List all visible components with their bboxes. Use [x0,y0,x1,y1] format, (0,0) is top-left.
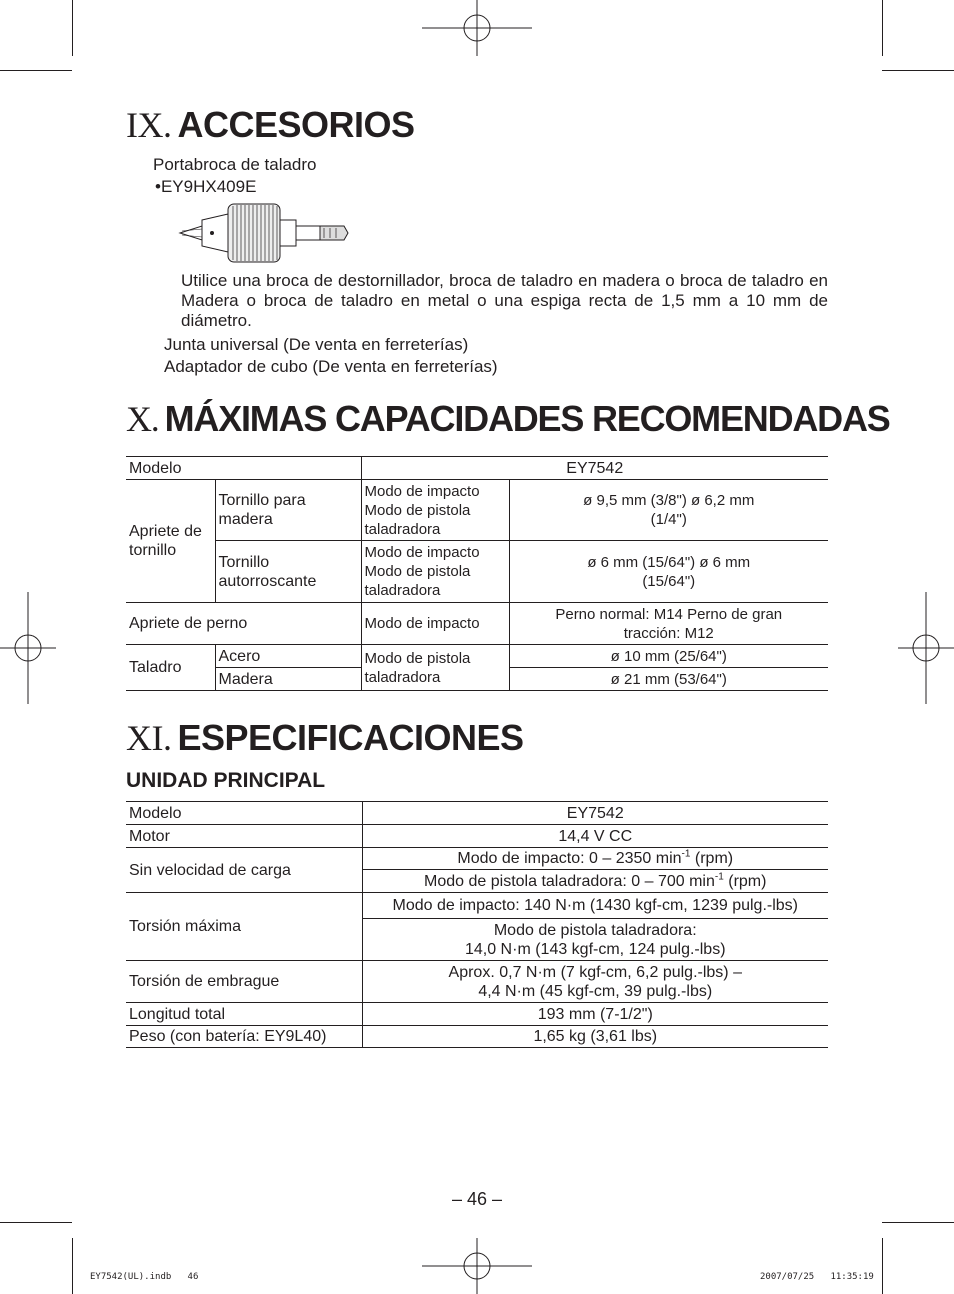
drill-chuck-illustration [178,200,350,266]
spec-value [362,848,828,870]
table-row [126,541,828,603]
acero-label: Acero [215,645,361,668]
spec-label: Sin velocidad de carga [126,848,362,893]
spec-label: Torsión de embrague [126,961,362,1003]
speed-impact-text: Modo de impacto: 0 – 2350 min [457,850,682,867]
torque-drill-line2: 14,0 N·m (143 kgf-cm, 124 pulg.-lbs) [464,940,726,958]
table-row [126,825,828,848]
superscript: -1 [714,871,724,883]
section-heading-especificaciones [126,718,524,758]
item-label: Portabroca de taladro [153,155,317,174]
values-cell: ø 9,5 mm (3/8") ø 6,2 mm (1/4") [509,480,828,541]
spec-value [362,961,828,1003]
footer-timestamp: 2007/07/25 11:35:19 [760,1272,874,1282]
item-code: •EY9HX409E [155,177,257,196]
madera-label: Madera [215,668,361,691]
section-title: ESPECIFICACIONES [177,717,524,758]
tornillo-auto-label: Tornillo autorroscante [215,541,361,603]
registration-mark-bottom [422,1238,532,1294]
modelo-value: EY7542 [361,457,828,480]
section-heading-capacidades [126,399,890,439]
modelo-label: Modelo [126,457,361,480]
registration-mark-right [898,592,954,704]
crop-mark [0,70,72,71]
spec-label: Motor [126,825,362,848]
superscript: -1 [681,848,691,860]
subsection-title: UNIDAD PRINCIPAL [126,769,326,792]
section-title: ACCESORIOS [177,104,415,145]
spec-label: Modelo [126,802,362,825]
spec-label: Torsión máxima [126,893,362,961]
table-row [126,1003,828,1026]
footer-file: EY7542(UL).indb 46 [90,1272,199,1282]
table-row [126,1026,828,1048]
crop-mark [72,1238,73,1294]
accessory-description: Utilice una broca de destornillador, broca de taladro en madera o broca de taladro en Madera o broca de taladro en metal o una espiga recta de 1,5 mm a 10 mm de diámetro. [181,271,828,330]
table-row [126,961,828,1003]
spec-value [362,870,828,893]
rpm-text: (rpm) [723,872,767,890]
capacities-table [126,456,828,691]
table-row [126,802,828,825]
crop-mark [882,1222,954,1223]
spec-value [362,919,828,961]
acero-value: ø 10 mm (25/64") [509,645,828,668]
table-row [126,603,828,645]
spec-label: Longitud total [126,1003,362,1026]
clutch-line1: Aprox. 0,7 N·m (7 kgf-cm, 6,2 pulg.-lbs) – [448,963,742,981]
roman-numeral: X. [126,399,159,439]
accessory-universal-joint: Junta universal (De venta en ferreterías) [164,335,469,354]
table-row [126,480,828,541]
modes-cell: Modo de impacto Modo de pistola taladradora [361,480,509,541]
apriete-perno-label: Apriete de perno [126,603,361,645]
roman-numeral: XI. [126,718,172,758]
modes-cell: Modo de impacto Modo de pistola taladradora [361,541,509,603]
spec-value: 193 mm (7-1/2") [362,1003,828,1026]
registration-mark-left [0,592,56,704]
page-number: – 46 – [451,1189,503,1209]
table-row [126,893,828,919]
clutch-line2: 4,4 N·m (45 kgf-cm, 39 pulg.-lbs) [478,982,713,1000]
madera-value: ø 21 mm (53/64") [509,668,828,691]
spec-value: EY7542 [362,802,828,825]
crop-mark [882,1238,883,1294]
registration-mark-top [422,0,532,60]
mode-impacto: Modo de impacto [361,603,509,645]
speed-drill-text: Modo de pistola taladradora: 0 – 700 min [424,872,715,890]
roman-numeral: IX. [126,105,172,145]
section-heading-accesorios [126,105,415,145]
section-title: MÁXIMAS CAPACIDADES RECOMENDADAS [164,398,890,439]
crop-mark [0,1222,72,1223]
crop-mark [72,0,73,56]
tornillo-madera-label: Tornillo para madera [215,480,361,541]
perno-values: Perno normal: M14 Perno de gran tracción: M12 [509,603,828,645]
crop-mark [882,70,954,71]
mode-pistola: Modo de pistola taladradora [361,645,509,691]
apriete-tornillo-label: Apriete de tornillo [126,480,215,603]
rpm-text: (rpm) [690,850,734,867]
torque-drill-line1: Modo de pistola taladradora: [493,921,697,939]
accessory-socket-adapter: Adaptador de cubo (De venta en ferreterías) [164,357,498,376]
table-row [126,848,828,870]
specs-table [126,801,828,1048]
table-row [126,645,828,668]
spec-value: Modo de impacto: 140 N·m (1430 kgf-cm, 1239 pulg.-lbs) [362,893,828,919]
table-row [126,457,828,480]
taladro-label: Taladro [126,645,215,691]
values-cell: ø 6 mm (15/64") ø 6 mm (15/64") [509,541,828,603]
spec-label: Peso (con batería: EY9L40) [126,1026,362,1048]
crop-mark [882,0,883,56]
spec-value: 1,65 kg (3,61 lbs) [362,1026,828,1048]
spec-value: 14,4 V CC [362,825,828,848]
